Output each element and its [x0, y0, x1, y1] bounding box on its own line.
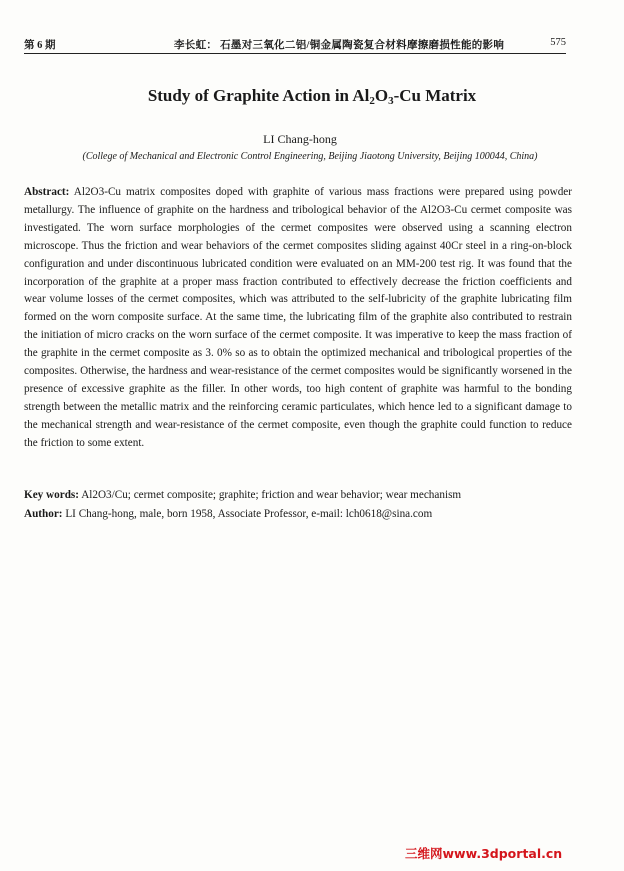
abstract-text: Al2O3-Cu matrix composites doped with graphite of various mass fractions were prepared using powder metallurgy. The influence of graphite on the hardness and tribological behavior of the Al2O3-Cu cermet composite was investigated. The worn surface morphologies of the cermet composites were observed using a scanning electron microscope. Thus the friction and wear behaviors of the cermet composites sliding against 40Cr steel in a ring-on-block configuration and under discontinuous lubricated condition were evaluated on an MM-200 test rig. It was found that the incorporation of the graphite at a proper mass fraction contributed to effectively decrease the friction coefficients and wear volume losses of the cermet composites, which was attributed to the self-lubricity of the graphite lubricating film formed on the worn composite surface. At the same time, the lubricating film of the graphite also contributed to restrain the initiation of micro cracks on the worn surface of the cermet composite. It was imperative to keep the mass fraction of the graphite in the cermet composite as 3. 0% so as to obtain the optimized mechanical and tribological properties of the composites. Otherwise, the hardness and wear-resistance of the cermet composites would be significantly worsened in the presence of excessive graphite as the filler. In other words, too high content of graphite was harmful to the bonding strength between the metallic matrix and the reinforcing ceramic particulates, which hence led to a significant damage to the mechanical strength and wear-resistance of the cermet composite, even though the graphite could function to reduce the friction to some extent.	[24, 186, 573, 449]
running-header	[24, 37, 566, 54]
abstract	[24, 184, 572, 453]
keywords	[24, 489, 584, 501]
keywords-text: Al2O3/Cu; cermet composite; graphite; friction and wear behavior; wear mechanism	[81, 489, 462, 501]
keywords-label: Key words:	[24, 489, 79, 501]
title-part2: O	[374, 86, 389, 105]
title-part1: Study of Graphite Action in Al	[147, 86, 370, 105]
paper-title	[0, 86, 624, 107]
running-title: 李长虹： 石墨对三氧化二铝/铜金属陶瓷复合材料摩擦磨损性能的影响	[174, 40, 505, 51]
author-note-label: Author:	[24, 508, 63, 520]
page-number: 575	[550, 37, 566, 48]
author-name: LI Chang-hong	[263, 132, 337, 146]
affiliation: (College of Mechanical and Electronic Control Engineering, Beijing Jiaotong University, Beijing 100044, China)	[82, 151, 538, 162]
watermark: 三维网www.3dportal.cn	[405, 846, 563, 861]
title-part3: -Cu Matrix	[393, 86, 477, 105]
abstract-label: Abstract:	[24, 186, 70, 198]
issue-number: 第 6 期	[24, 40, 56, 51]
title-sub2: 3	[388, 95, 394, 107]
title-sub1: 2	[369, 95, 375, 107]
author-note	[24, 508, 584, 520]
author-note-text: LI Chang-hong, male, born 1958, Associate Professor, e-mail: lch0618@sina.com	[65, 508, 433, 520]
